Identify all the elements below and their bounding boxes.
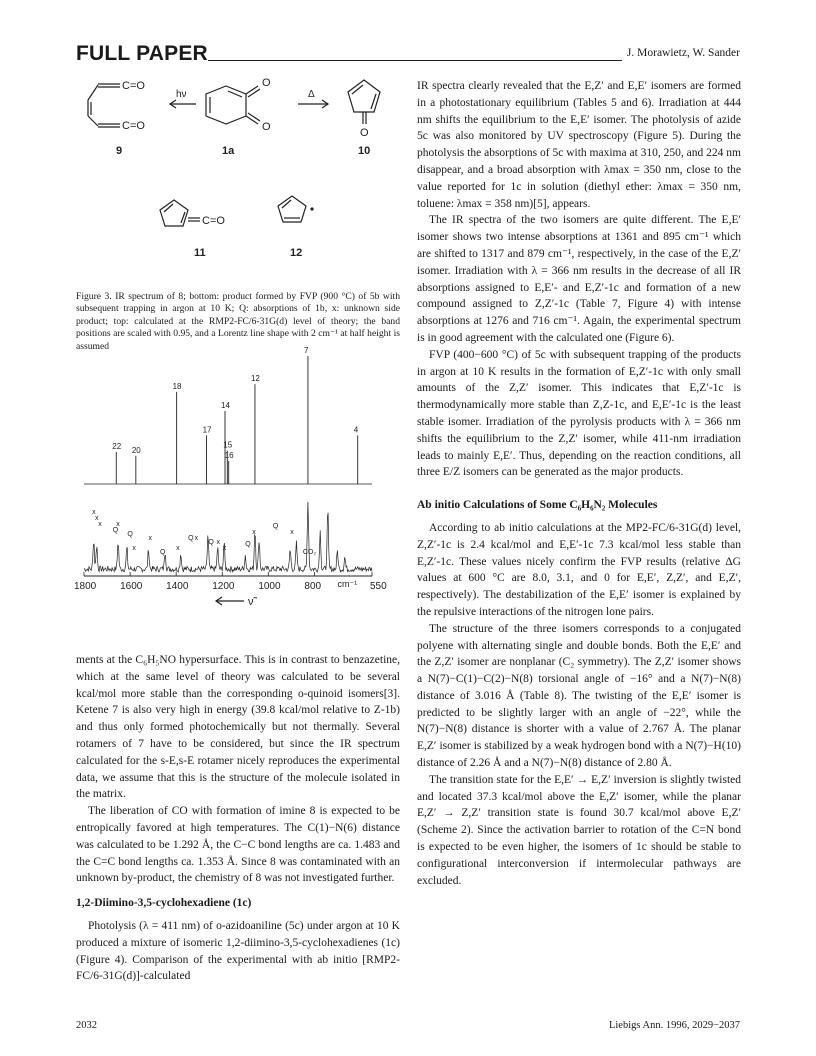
tick-label: 1800 [74, 581, 97, 592]
o-10-label: O [360, 127, 369, 139]
band-marker: CO₂ [302, 549, 317, 556]
co-11-label: C=O [202, 215, 225, 227]
peak-label: 15 [223, 440, 233, 450]
hv-label: hν [176, 89, 187, 100]
band-marker: x [216, 539, 220, 546]
header-rule [208, 60, 622, 61]
wavenumber-arrow [216, 596, 258, 608]
ir-spectrum-chart [74, 346, 396, 614]
section-heading: 1,2-Diimino-3,5-cyclohexadiene (1c) [76, 897, 252, 910]
peak-label: 12 [250, 374, 260, 384]
label-12: 12 [290, 247, 303, 259]
experimental-spectrum-panel [84, 502, 372, 572]
page-header [76, 42, 740, 66]
peak-label: 20 [131, 445, 141, 455]
band-marker: x [92, 509, 96, 516]
peak-label: 18 [172, 381, 182, 391]
wavenumber-symbol: ν̃ [248, 596, 254, 608]
band-marker: x [132, 545, 136, 552]
tick-label: 1200 [212, 581, 235, 592]
tick-label: 550 [370, 581, 387, 592]
band-marker: x [116, 521, 120, 528]
delta-label: Δ [308, 89, 315, 100]
peak-label: 14 [221, 401, 230, 411]
label-11: 11 [194, 247, 206, 259]
tick-label: 1600 [120, 581, 143, 592]
paragraph: The liberation of CO with formation of imine 8 is expected to be entropically favored at high temperatures. The C(1)−N(6) distance was calculated to be 1.292 Å, the C−C bond lengths are ca. 1.483 and the C=C bond lengths ca. 1.353 Å. Since 8 was contaminated with an unknown by-product, the chemistry of 8 was not investigated further. [76, 805, 400, 885]
left-column [76, 652, 400, 985]
reaction-scheme [76, 72, 406, 272]
band-marker: x [222, 545, 227, 552]
section-type-title: FULL PAPER [76, 42, 208, 65]
band-marker: x [98, 521, 102, 528]
right-column [417, 78, 741, 889]
band-marker: Q [127, 531, 133, 538]
label-9: 9 [116, 145, 123, 157]
peak-label: 17 [202, 425, 212, 435]
paragraph: The transition state for the E,E′ → E,Z′ inversion is slightly twisted and located 37.3 kcal/mol above the E,Z′ isomer, while the planar E,Z′ → Z,Z′ transition state is found 30.7 kcal/mol above E,Z′ (Scheme 2). Since the activation barrier to rotation of the C=N bond is expected to be even higher, the isomers of 1c should be stable to configurational interconversion if intermolecular pathways are excluded. [417, 773, 741, 887]
paragraph: According to ab initio calculations at the MP2-FC/6-31G(d) level, Z,Z′-1c is 2.4 kcal/mol and E,E′-1c 7.3 kcal/mol less stable than E,Z′-1c. These values nicely confirm the FVP results (relative ΔG values at 600 °C are 8.0, 3.1, and 0 for E,E′, Z,Z′, and E,Z′, respectively). The destabilization of the E,E′ isomer is explained by the repulsive interactions of the nitrogen lone pairs. [417, 521, 741, 618]
band-marker: Q [188, 535, 194, 542]
paragraph: Photolysis (λ = 411 nm) of o-azidoaniline (5c) under argon at 10 K produced a mixture of isomeric 1,2-diimino-3,5-cyclohexadienes (1c) (Figure 4). Comparison of the experimental with ab initio [RMP2-FC/6-31G(d)]-calculated [76, 919, 400, 983]
band-marker: x [290, 529, 294, 536]
peak-label: 7 [303, 346, 309, 355]
band-marker: x [194, 535, 199, 542]
band-marker: x [176, 545, 180, 552]
peak-label: 16 [224, 450, 234, 460]
label-1a: 1a [222, 145, 235, 157]
tick-label: 800 [304, 581, 322, 592]
axis-unit-label: cm⁻¹ [337, 579, 358, 589]
figure-caption: Figure 3. IR spectrum of 8; bottom: product formed by FVP (900 °C) of 5b with subsequent trapping in argon at 10 K; Q: absorptions of 1b, x: unknown side product; top: calculated at the RMP2-FC/6-31G(d) level of theory; the band positions are scaled with 0.95, and a Lorentz line shape with 2 cm⁻¹ at half height is assumed [76, 291, 400, 352]
band-marker: x [252, 529, 256, 536]
paragraph: ments at the C₆H₅NO hypersurface. This is in contrast to benzazetine, which at the same level of theory was calculated to be several kcal/mol more stable than the corresponding o-quinoid isomers[3]. Ketene 7 is also very high in energy (39.8 kcal/mol relative to Z-1b) and thus only formed photochemically but not thermally. Several rotamers of 7 have to be considered, but since the IR spectrum calculated for the s-E,s-E rotamer nicely reproduces the experimental data, we assume that this is the structure of the molecule isolated in the matrix. [76, 654, 400, 801]
paragraph: The IR spectra of the two isomers are quite different. The E,E′ isomer shows two intense absorptions at 1361 and 895 cm⁻¹ which are shifted to 1317 and 879 cm⁻¹, respectively, in the case of the E,Z′ isomer. Irradiation with λ = 366 nm results in the decrease of all IR absorptions assigned to E,E′- and E,Z′-1c and formation of a new compound assigned to Z,Z′-1c (Table 7, Figure 4) with intense absorptions at 1276 and 716 cm⁻¹. Again, the experimental spectrum is in good agreement with the calculated one (Figure 6). [417, 214, 741, 344]
peak-label: 22 [112, 442, 122, 451]
section-heading: Ab initio Calculations of Some C₆H₆N₂ Molecules [417, 499, 658, 512]
header-authors: J. Morawietz, W. Sander [626, 47, 740, 59]
journal-citation: Liebigs Ann. 1996, 2029−2037 [608, 1020, 740, 1031]
band-marker: x [95, 515, 99, 522]
band-marker: Q [112, 527, 119, 534]
o-1a-top: O [262, 77, 271, 89]
paragraph: The structure of the three isomers corresponds to a conjugated polyene with alternating single and double bonds. Both the E,E′ and the Z,Z′ isomer are nonplanar (C₂ symmetry). The Z,Z′ isomer shows a N(7)−C(1)−C(2)−N(8) torsional angle of −16° and a N(7)−N(8) distance of 3.016 Å (Table 8). The twisting of the E,E′ isomer is predicted to be slightly larger with an angle of −22°, while the N(7)−N(8) distance is shorter with a value of 2.767 Å. The planar E,Z′ isomer is stabilized by a weak hydrogen bond with a N(7)−H(10) distance of 2.26 Å and a N(7)−N(8) distance of 2.80 Å. [417, 622, 741, 770]
band-marker: Q [160, 549, 166, 556]
tick-label: 1000 [258, 581, 281, 592]
band-marker: Q [245, 541, 251, 548]
paragraph: IR spectra clearly revealed that the E,Z′ and E,E′ isomers are formed in a photostationary equilibrium (Tables 5 and 6). Irradiation at 444 nm shifts the equilibrium to the E,E′ isomer. The photolysis of azide 5c was also monitored by UV spectroscopy (Figure 5). During the photolysis the absorptions of 5c with maxima at 310, 250, and 224 nm disappear, and a broad absorption with λmax = 350 nm, close to the value reported for 1c in solution (diethyl ether: λmax = 350 nm, toluene: λmax = 358 nm)[5], appears. [417, 80, 741, 210]
co-bottom-label: C=O [122, 120, 145, 132]
x-axis [74, 572, 387, 592]
tick-label: 1400 [166, 581, 189, 592]
calculated-spectrum-panel [84, 346, 372, 484]
label-10: 10 [358, 145, 371, 157]
band-marker: x [148, 535, 153, 542]
co-top-label: C=O [122, 80, 145, 92]
peak-label: 4 [353, 425, 359, 435]
o-1a-bottom: O [262, 121, 271, 133]
paragraph: FVP (400−600 °C) of 5c with subsequent trapping of the products in argon at 10 K results in the formation of E,Z′-1c with only small amounts of the Z,Z′ isomer. This indicates that E,Z′-1c is thermodynamically more stable than Z,Z-1c, and E,E′-1c is the least stable isomer. Irradiation of the pyrolysis products with λ = 366 nm shifts the equilibrium to the Z,Z′ isomer, while 411-nm irradiation leads to mainly E,E′. Thus, depending on the reaction conditions, all three E/Z isomers can be generated as the major products. [417, 348, 741, 479]
band-marker: Q [208, 539, 214, 546]
band-marker: Q [272, 523, 279, 530]
page-number: 2032 [76, 1020, 97, 1031]
